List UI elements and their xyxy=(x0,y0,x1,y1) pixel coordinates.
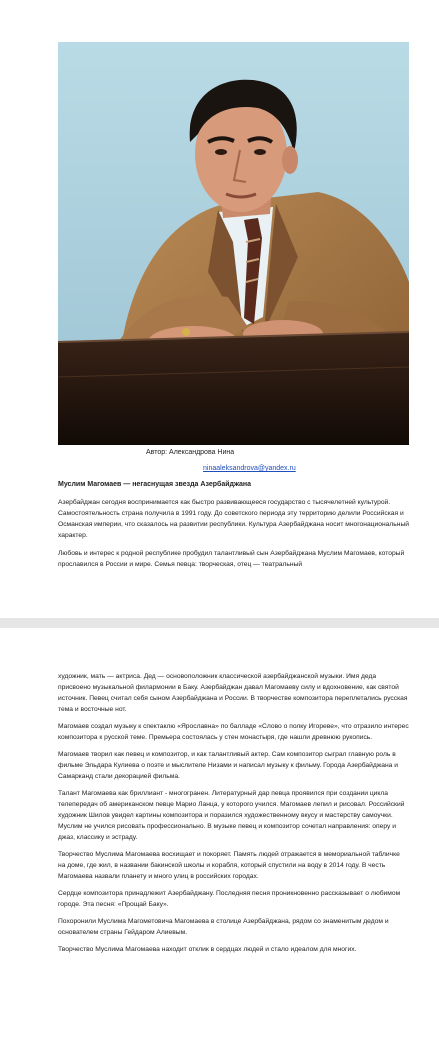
paragraph: Творчество Муслима Магомаева находит отклик в сердцах людей и стало идеалом для многих. xyxy=(58,946,357,953)
document-page-2 xyxy=(0,628,439,1056)
article-body-page-2 xyxy=(58,671,409,961)
author-caption: Автор: Александрова Нина xyxy=(146,449,235,456)
paragraph: Сердце композитора принадлежит Азербайджану. Последняя песня проникновенно рассказывает о любимом городе. Эта песня: «Прощай Баку». xyxy=(58,890,401,908)
paragraph: Талант Магомаева как бриллиант - многогранен. Литературный дар певца проявился при создании цикла телепередач об американском певце Марио Ланца, у которого учился. Магомаев лепил и рисовал. Российский художник Шилов увидел картины композитора и поразился художественному вкусу и мастерству самоучки. Муслим не учился рисовать профессионально. В музыке певец и композитор сочетал направления: оперу и джаз, классику и эстраду. xyxy=(58,790,405,841)
paragraph: Магомаев творил как певец и композитор, и как талантливый актер. Сам композитор сыграл главную роль в фильме Эльдара Кулиева о поэте и мыслителе Низами и написал музыку к фильму. Города Азербайджана и Самарканд стали декорацией фильма. xyxy=(58,751,398,780)
author-email-link[interactable]: ninaaleksandrova@yandex.ru xyxy=(203,465,296,472)
paragraph: Любовь и интерес к родной республике пробудил талантливый сын Азербайджана Муслим Магомаев, который прославился в России и мире. Семья певца: творческая, отец — театральный xyxy=(58,550,405,568)
paragraph: Магомаев создал музыку к спектаклю «Ярославна» по балладе «Слово о полку Игореве», что отразило интерес композитора к русской теме. Премьера состоялась у стен монастыря, где нашли древнюю рукопись. xyxy=(58,723,409,741)
paragraph: Азербайджан сегодня воспринимается как быстро развивающееся государство с тысячелетней культурой. Самостоятельность страна получила в 1991 году. До советского периода эту территорию делили Российская и Османская империи, что сказалось на развитии республики. Культура Азербайджана носит многонациональный характер. xyxy=(58,499,409,539)
article-body-page-1 xyxy=(58,497,409,577)
paragraph: художник, мать — актриса. Дед — основоположник классической азербайджанской музыки. Имя деда присвоено музыкальной филармонии в Баку. Азербайджан давал Магомаеву силу и вдохновение, как святой источник. Певец считал себя сыном Азербайджана и России. В творчестве композитора переплетались русская тема и восточные нот. xyxy=(58,673,408,713)
paragraph: Творчество Муслима Магомаева восхищает и покоряет. Память людей отражается в мемориальной табличке на доме, где жил, в названии бакинской школы и корабля, который спустили на воду в 2014 году. В честь Магомаева назвали планету и много улиц в российских городах. xyxy=(58,851,400,880)
portrait-illustration xyxy=(58,42,409,445)
article-title: Муслим Магомаев — негаснущая звезда Азербайджана xyxy=(58,481,252,488)
portrait-photo xyxy=(58,42,409,445)
paragraph: Похоронили Муслима Магометовича Магомаева в столице Азербайджана, рядом со знаменитым дедом и основателем страны Гейдаром Алиевым. xyxy=(58,918,389,936)
